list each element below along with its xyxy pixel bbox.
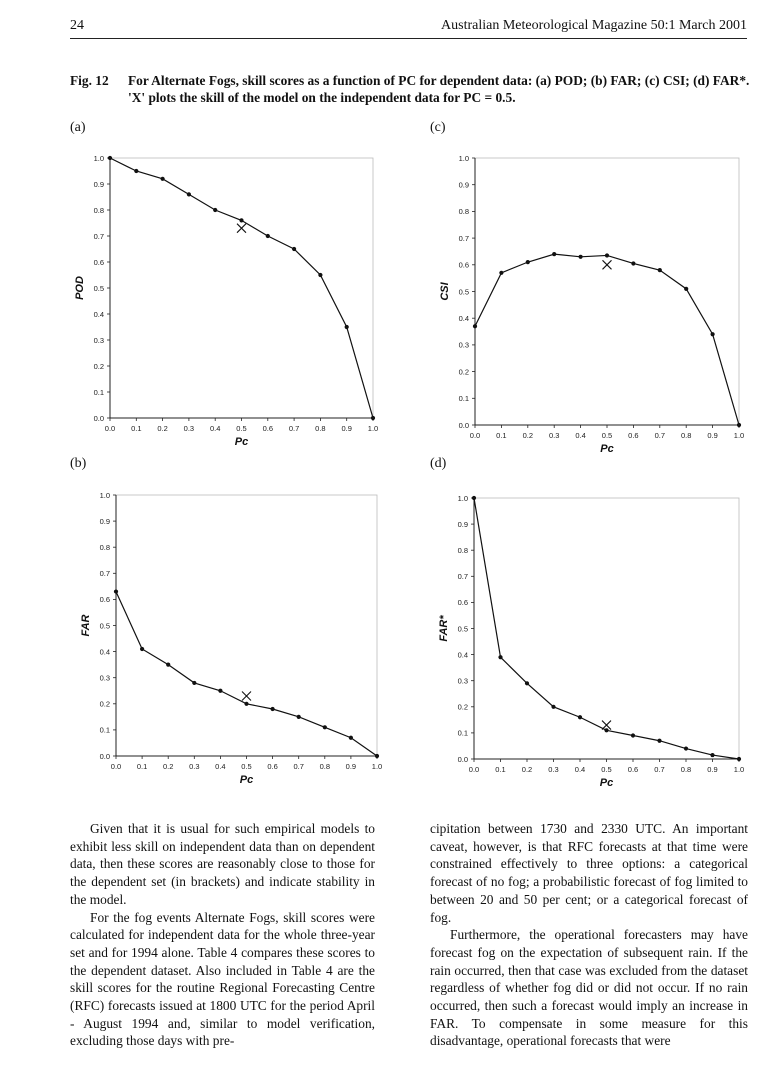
y-tick-label: 0.2 [458,367,469,377]
x-tick-label: 0.8 [319,762,331,771]
x-tick-label: 0.7 [654,765,665,774]
data-point [578,715,582,719]
y-tick-label: 0.1 [99,725,110,735]
y-tick-label: 0.7 [458,233,469,243]
data-point [631,733,635,737]
x-tick-label: 0.2 [162,762,174,771]
x-tick-label: 0.8 [680,431,692,440]
x-tick-label: 1.0 [367,424,379,433]
x-tick-label: 0.9 [707,765,718,774]
x-tick-label: 0.3 [548,431,560,440]
x-axis-title: Pc [600,443,614,455]
plot-frame [474,498,739,759]
panel-label-d: (d) [430,456,447,471]
y-axis-title: POD [74,276,86,300]
y-tick-label: 0.4 [458,314,469,323]
panel-label-c: (c) [430,120,446,135]
y-tick-label: 0.1 [458,394,469,404]
y-tick-label: 0.3 [458,340,469,350]
y-tick-label: 0.8 [457,546,468,555]
data-point [684,746,688,750]
y-tick-label: 0.6 [93,257,104,267]
panel-label-a: (a) [70,120,86,135]
x-tick-label: 0.3 [548,765,559,774]
y-tick-label: 0.4 [93,309,104,319]
x-tick-label: 0.8 [315,424,326,433]
body-column-left [70,820,375,1050]
paragraph: For the fog events Alternate Fogs, skill scores were calculated for independent data for the whole three-year set and for 1994 alone. Table 4 compares these scores to the dependent dataset. Also included in Table 4 are the skill scores for the routine Regional Forecasting Centre (RFC) forecasts issued at 1800 UTC for the period April - August 1994 and, similar to model verification, excluding those days with pre- [70,909,375,1049]
data-point [525,681,529,685]
data-point [710,753,714,757]
y-axis-title: CSI [439,282,451,301]
y-tick-label: 0.6 [458,260,469,270]
x-tick-label: 0.0 [104,424,116,433]
x-tick-label: 1.0 [371,762,383,771]
x-tick-label: 0.0 [468,765,480,774]
y-tick-label: 0.2 [93,361,104,371]
x-tick-label: 0.5 [236,424,247,433]
data-point [551,705,555,709]
y-tick-label: 0.7 [93,231,104,241]
y-tick-label: 0.9 [93,179,104,189]
x-tick-label: 0.5 [601,765,612,774]
journal-title: Australian Meteorological Magazine 50:1 March 2001 [441,18,747,33]
body-column-right [430,820,748,1050]
x-tick-label: 0.7 [293,762,304,771]
paragraph: cipitation between 1730 and 2330 UTC. An important caveat, however, is that RFC forecasts at that time were constrained effectively to three options: a categorical forecast of no fog; a probabilistic forecast of fog limited to between 20 and 50 per cent; or a categorical forecast of fog. [430,821,748,925]
y-tick-label: 0.0 [457,754,468,764]
y-tick-label: 1.0 [458,153,469,163]
y-tick-label: 1.0 [99,490,110,500]
y-tick-label: 0.9 [458,180,469,190]
x-axis-title: Pc [234,436,249,448]
x-tick-label: 0.1 [131,424,142,433]
y-tick-label: 0.3 [457,676,468,686]
x-tick-label: 1.0 [733,431,745,440]
y-tick-label: 0.6 [457,598,468,608]
y-tick-label: 0.0 [93,413,104,423]
paragraph: Given that it is usual for such empirical models to exhibit less skill on independent data than on dependent data, then these scores are reasonably close to those for the dependent set (in brackets) and indicate stability in the model. [70,821,375,907]
y-tick-label: 0.3 [99,673,110,683]
x-tick-label: 0.5 [601,431,613,440]
page-number: 24 [70,18,84,33]
y-tick-label: 0.0 [458,420,469,430]
x-tick-label: 0.6 [627,765,639,774]
x-tick-label: 0.2 [157,424,168,433]
y-tick-label: 1.0 [457,493,468,503]
y-tick-label: 0.3 [93,335,104,345]
y-tick-label: 0.7 [99,569,110,579]
x-tick-label: 0.9 [341,424,352,433]
x-tick-label: 0.4 [575,431,586,440]
x-tick-label: 0.2 [522,431,534,440]
data-point [498,655,502,659]
y-tick-label: 0.8 [458,207,469,217]
y-tick-label: 0.2 [99,699,110,709]
x-tick-label: 0.0 [469,431,481,440]
x-tick-label: 0.9 [345,762,357,771]
x-tick-label: 0.1 [495,765,506,774]
y-tick-label: 0.5 [93,283,104,293]
data-point [657,739,661,743]
y-tick-label: 0.7 [457,572,468,582]
x-tick-label: 0.2 [521,765,533,774]
y-tick-label: 0.5 [99,621,110,631]
figure-label: Fig. 12 [70,73,109,88]
x-tick-label: 0.8 [680,765,692,774]
paragraph: Furthermore, the operational forecasters may have forecast fog on the expectation of subsequent rain. If the rain occurred, then that case was excluded from the dataset regardless of whether fog did or did not occur. If no rain occurred, then such a forecast would imply an increase in FAR. To compensate in some measure for this disadvantage, operational forecasts that were [430,927,748,1049]
y-tick-label: 0.4 [457,650,468,660]
y-tick-label: 0.9 [99,516,110,526]
x-tick-label: 0.3 [189,762,200,771]
y-tick-label: 0.0 [99,751,110,761]
y-tick-label: 0.1 [457,728,468,738]
y-tick-label: 0.8 [93,205,104,215]
x-tick-label: 0.3 [183,424,195,433]
x-tick-label: 1.0 [733,765,745,774]
x-tick-label: 0.4 [215,762,226,771]
x-tick-label: 0.7 [654,431,666,440]
y-tick-label: 0.1 [93,387,104,397]
y-axis-title: FAR [80,614,92,637]
y-tick-label: 1.0 [93,153,104,163]
y-tick-label: 0.2 [457,702,468,712]
series-line [474,498,739,759]
y-tick-label: 0.8 [99,543,110,552]
y-tick-label: 0.5 [458,287,469,297]
data-point [472,496,476,500]
x-tick-label: 0.6 [267,762,278,771]
y-tick-label: 0.5 [457,624,468,634]
data-point [604,728,608,732]
y-tick-label: 0.4 [99,647,110,657]
caption-text: For Alternate Fogs, skill scores as a function of PC for dependent data: (a) POD; (b) FAR; (c) CSI; (d) FAR*. 'X' plots the skill of the model on the independent data for PC = 0.5. [128,73,750,105]
x-axis-title: Pc [599,777,614,789]
x-tick-label: 0.9 [707,431,718,440]
y-tick-label: 0.6 [99,595,110,605]
panel-label-b: (b) [70,456,87,471]
x-tick-label: 0.5 [241,762,252,771]
x-axis-title: Pc [239,774,254,786]
x-tick-label: 0.4 [209,424,221,433]
x-tick-label: 0.6 [262,424,274,433]
x-tick-label: 0.6 [628,431,639,440]
data-point [737,757,741,761]
x-tick-label: 0.7 [288,424,300,433]
x-tick-label: 0.4 [574,765,586,774]
y-tick-label: 0.9 [457,519,468,529]
y-axis-title: FAR* [438,615,450,642]
x-tick-label: 0.1 [136,762,148,771]
x-tick-label: 0.1 [496,431,507,440]
x-tick-label: 0.0 [110,762,122,771]
